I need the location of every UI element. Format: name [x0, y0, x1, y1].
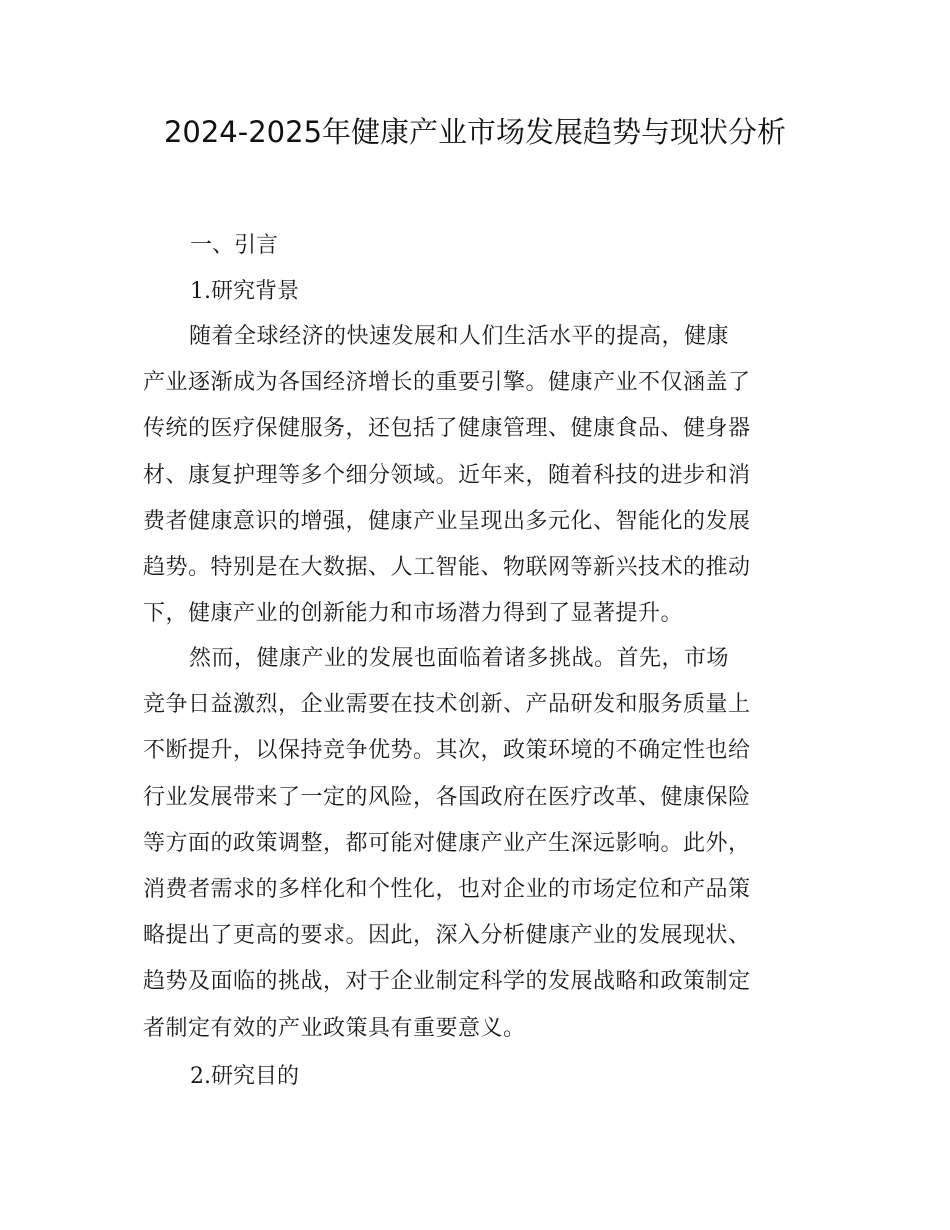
paragraph-line: 下，健康产业的创新能力和市场潜力得到了显著提升。 [143, 601, 684, 627]
paragraph-line: 消费者需求的多样化和个性化，也对企业的市场定位和产品策 [143, 876, 751, 902]
paragraph-line: 竞争日益激烈，企业需要在技术创新、产品研发和服务质量上 [143, 692, 751, 718]
paragraph-research-background-1 [143, 314, 813, 637]
paragraph-line: 不断提升，以保持竞争优势。其次，政策环境的不确定性也给 [143, 738, 751, 764]
paragraph-line: 略提出了更高的要求。因此，深入分析健康产业的发展现状、 [143, 923, 751, 949]
paragraph-line: 产业逐渐成为各国经济增长的重要引擎。健康产业不仅涵盖了 [143, 370, 751, 396]
paragraph-line: 等方面的政策调整，都可能对健康产业产生深远影响。此外， [143, 830, 751, 856]
paragraph-line: 趋势。特别是在大数据、人工智能、物联网等新兴技术的推动 [143, 554, 751, 580]
paragraph-line: 传统的医疗保健服务，还包括了健康管理、健康食品、健身器 [143, 416, 751, 442]
paragraph-line: 者制定有效的产业政策具有重要意义。 [143, 1015, 526, 1041]
section-heading-introduction: 一、引言 [190, 233, 279, 258]
paragraph-line: 随着全球经济的快速发展和人们生活水平的提高，健康 [189, 324, 730, 349]
paragraph-line: 然而，健康产业的发展也面临着诸多挑战。首先，市场 [189, 646, 730, 671]
paragraph-line: 费者健康意识的增强，健康产业呈现出多元化、智能化的发展 [143, 508, 751, 534]
paragraph-line: 行业发展带来了一定的风险，各国政府在医疗改革、健康保险 [143, 784, 751, 810]
paragraph-research-background-2 [143, 636, 813, 1052]
subsection-heading-research-background: 1.研究背景 [190, 279, 299, 304]
subsection-heading-research-purpose: 2.研究目的 [190, 1064, 299, 1089]
paragraph-line: 材、康复护理等多个细分领域。近年来，随着科技的进步和消 [143, 462, 751, 488]
paragraph-line: 趋势及面临的挑战，对于企业制定科学的发展战略和政策制定 [143, 969, 751, 995]
document-title: 2024-2025年健康产业市场发展趋势与现状分析 [163, 115, 787, 149]
